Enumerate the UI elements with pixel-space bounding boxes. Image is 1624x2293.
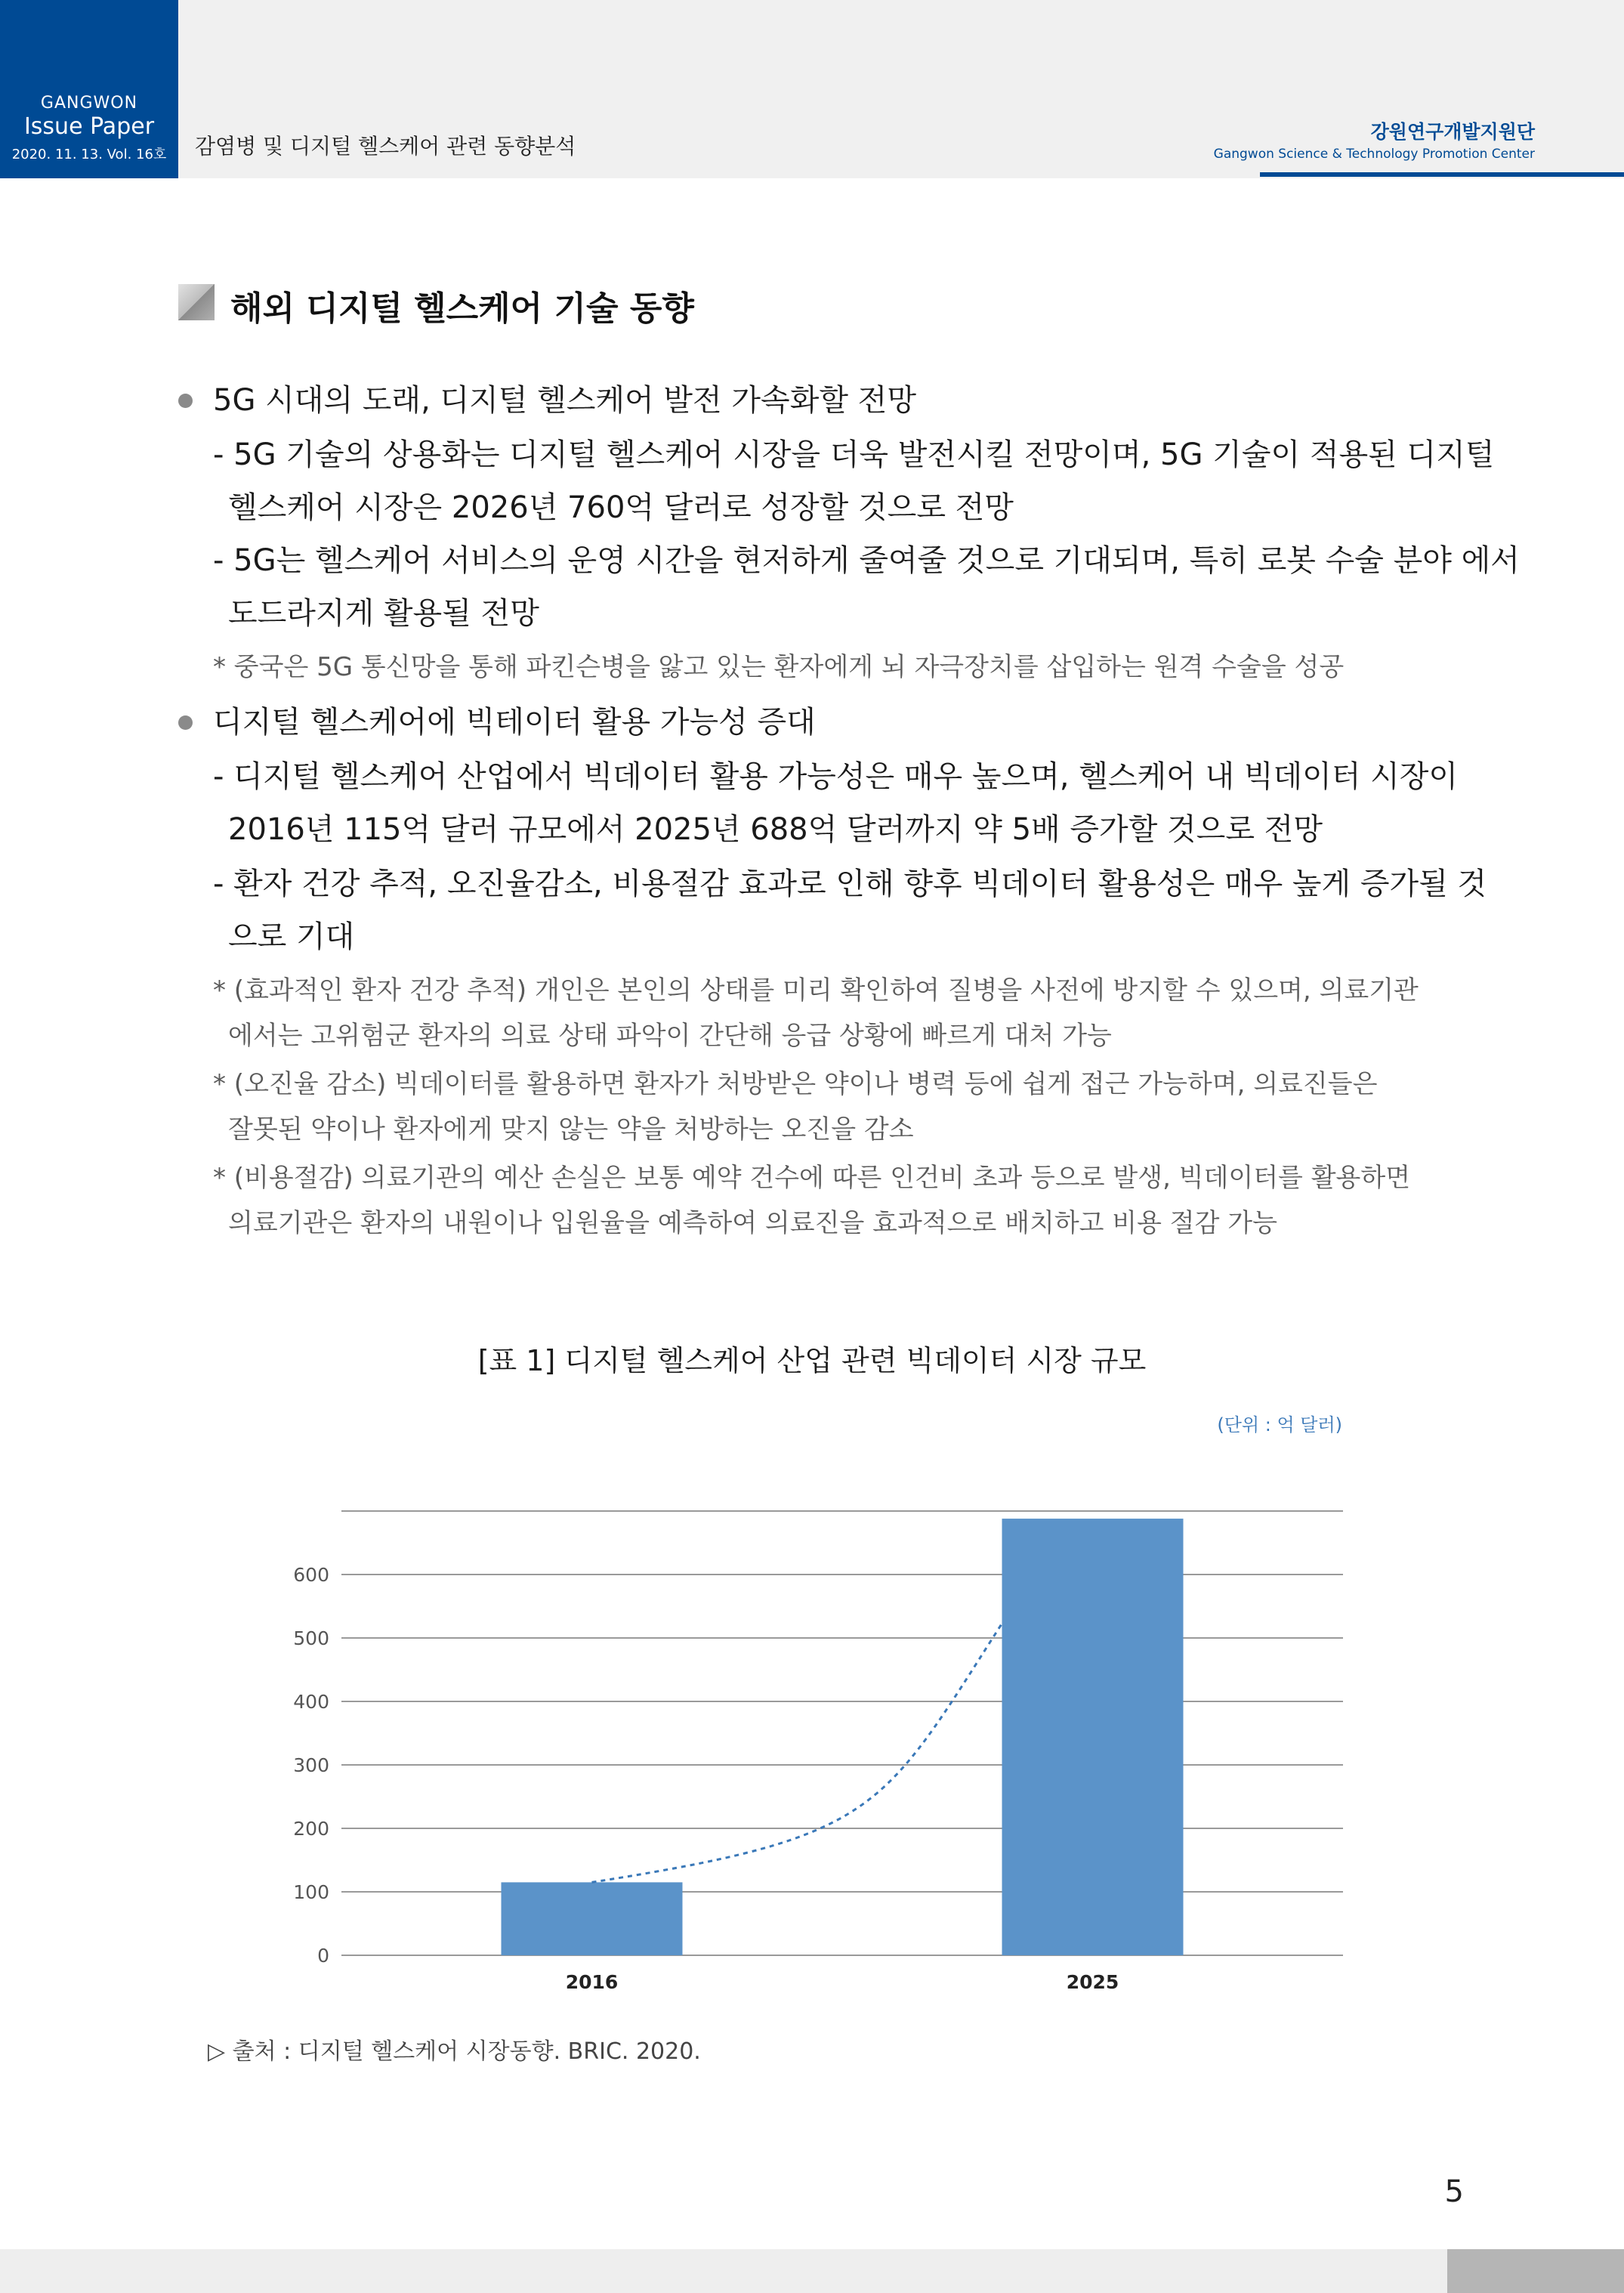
- x-tick-label: 2025: [1066, 1971, 1119, 1993]
- chart-unit: (단위 : 억 달러): [1217, 1414, 1342, 1435]
- y-tick-label: 100: [293, 1881, 329, 1903]
- series-label: Issue Paper: [23, 113, 155, 140]
- footnote: * (비용절감) 의료기관의 예산 손실은 보통 예약 건수에 따른 인건비 초과 등으로 발생, 빅데이터를 활용하면: [213, 1163, 1411, 1193]
- issue-badge: [0, 0, 178, 178]
- footnote: * 중국은 5G 통신망을 통해 파킨슨병을 앓고 있는 환자에게 뇌 자극장치를 삽입하는 원격 수술을 성공: [213, 652, 1345, 682]
- header-accent-line: [1260, 172, 1624, 177]
- page-footer: [0, 2249, 1624, 2293]
- bullet-dot-icon: [178, 394, 193, 408]
- y-tick-label: 600: [293, 1564, 329, 1586]
- y-tick-label: 500: [293, 1627, 329, 1649]
- dash-item: - 디지털 헬스케어 산업에서 빅데이터 활용 가능성은 매우 높으며, 헬스케어 내 빅데이터 시장이: [213, 759, 1459, 794]
- dash-item-cont: 2016년 115억 달러 규모에서 2025년 688억 달러까지 약 5배 증가할 것으로 전망: [228, 812, 1323, 847]
- bullet-heading-1: 5G 시대의 도래, 디지털 헬스케어 발전 가속화할 전망: [213, 383, 916, 418]
- bar-chart: [272, 1481, 1360, 1995]
- org-name-en: Gangwon Science & Technology Promotion Center: [1213, 147, 1535, 162]
- section-title: 해외 디지털 헬스케어 기술 동향: [230, 289, 694, 328]
- dash-item-cont: 도드라지게 활용될 전망: [228, 596, 539, 631]
- dash-item: - 환자 건강 추적, 오진율감소, 비용절감 효과로 인해 향후 빅데이터 활용성은 매우 높게 증가될 것: [213, 867, 1487, 901]
- chart-title: [표 1] 디지털 헬스케어 산업 관련 빅데이터 시장 규모: [477, 1344, 1147, 1377]
- footnote-cont: 잘못된 약이나 환자에게 맞지 않는 약을 처방하는 오진을 감소: [228, 1114, 914, 1145]
- x-tick-label: 2016: [565, 1971, 619, 1993]
- header-title: 감염병 및 디지털 헬스케어 관련 동향분석: [195, 134, 576, 159]
- bar: [502, 1882, 683, 1955]
- page-header: [0, 0, 1624, 178]
- footnote-cont: 의료기관은 환자의 내원이나 입원율을 예측하여 의료진을 효과적으로 배치하고 비용 절감 가능: [228, 1208, 1277, 1238]
- footnote: * (효과적인 환자 건강 추적) 개인은 본인의 상태를 미리 확인하여 질병을 사전에 방지할 수 있으며, 의료기관: [213, 975, 1419, 1006]
- trend-curve: [592, 1624, 1002, 1883]
- bullet-dot-icon: [178, 715, 193, 730]
- dash-item-cont: 헬스케어 시장은 2026년 760억 달러로 성장할 것으로 전망: [228, 490, 1014, 525]
- y-tick-label: 400: [293, 1691, 329, 1713]
- y-tick-label: 200: [293, 1818, 329, 1840]
- org-name: 강원연구개발지원단: [1370, 121, 1535, 143]
- bullet-heading-2: 디지털 헬스케어에 빅테이터 활용 가능성 증대: [213, 705, 816, 740]
- dash-item: - 5G는 헬스케어 서비스의 운영 시간을 현저하게 줄여줄 것으로 기대되며, 특히 로봇 수술 분야 에서: [213, 543, 1520, 578]
- y-tick-label: 0: [317, 1945, 329, 1967]
- footnote: * (오진율 감소) 빅데이터를 활용하면 환자가 처방받은 약이나 병력 등에 쉽게 접근 가능하며, 의료진들은: [213, 1069, 1378, 1099]
- page-number: 5: [1444, 2174, 1464, 2209]
- bar: [1002, 1519, 1184, 1955]
- page-footer-accent: [1447, 2249, 1624, 2293]
- issue-date: 2020. 11. 13. Vol. 16호: [11, 147, 167, 162]
- source-note: ▷ 출처 : 디지털 헬스케어 시장동향. BRIC. 2020.: [208, 2038, 701, 2065]
- dash-item-cont: 으로 기대: [228, 919, 355, 954]
- section-square-icon: [178, 284, 215, 320]
- y-tick-label: 300: [293, 1754, 329, 1776]
- brand-label: GANGWON: [40, 94, 138, 113]
- footnote-cont: 에서는 고위험군 환자의 의료 상태 파악이 간단해 응급 상황에 빠르게 대처 가능: [228, 1021, 1112, 1051]
- dash-item: - 5G 기술의 상용화는 디지털 헬스케어 시장을 더욱 발전시킬 전망이며, 5G 기술이 적용된 디지털: [213, 437, 1495, 472]
